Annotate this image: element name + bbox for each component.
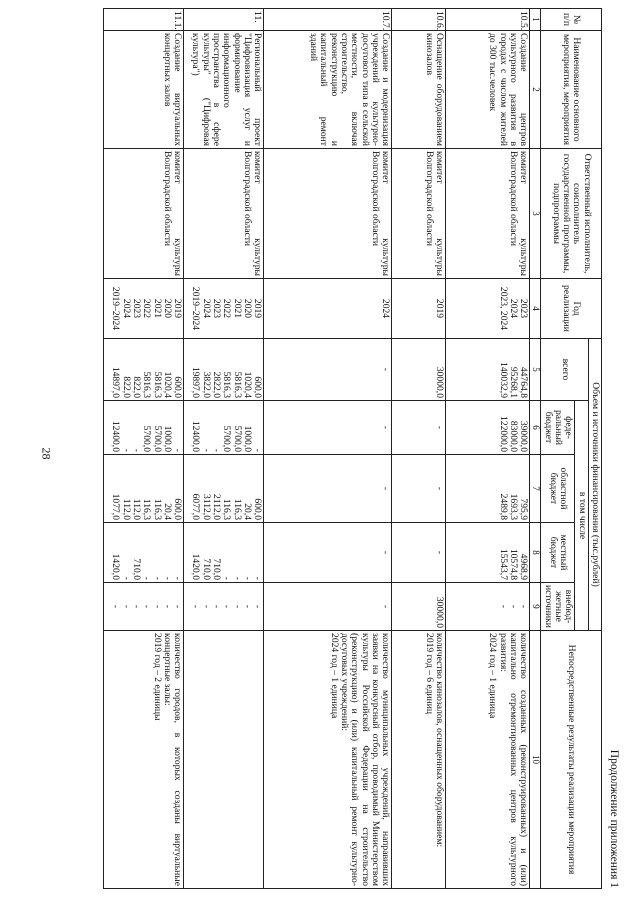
- header-no: № п/п: [541, 9, 602, 31]
- row-name: Оснащение оборудованием кинозалов: [392, 31, 446, 149]
- row-federal: - 1000,0 5700,0 5700,0 - - 12400,0: [104, 401, 184, 455]
- row-year: 2019: [392, 279, 446, 339]
- row-extra: - - - - - - -: [184, 583, 264, 631]
- row-name: Создание центров культурного развития в городах с числом жителей до 300 тыс.человек: [446, 31, 530, 149]
- row-no: 10.7.: [264, 9, 392, 31]
- row-total: 44764,8 95268,1 140032,9: [446, 339, 530, 401]
- row-result: количество кинозалов, оснащенных оборудованием: 2019 год – 6 единиц: [392, 631, 446, 889]
- row-no: 10.6.: [392, 9, 446, 31]
- row-name: Создание и модернизация учреждений культурно-досугового типа в сельской местности, включая строительство, реконструкцию и капитальный ремонт зданий: [264, 31, 392, 149]
- row-federal: 39000,0 83000,0 122000,0: [446, 401, 530, 455]
- row-executor: комитет культуры Волгоградской области: [446, 149, 530, 279]
- header-federal: феде- ральный бюджет: [541, 401, 575, 455]
- column-number: 2: [530, 31, 541, 149]
- row-federal: - 1000,0 5700,0 5700,0 - - 12400,0: [184, 401, 264, 455]
- row-name: Региональный проект "Цифровизация услуг и формирование информационного пространства в сфере культуры" ("Цифровая культура"): [184, 31, 264, 149]
- column-number: 5: [530, 339, 541, 401]
- row-regional: 600,0 20,4 116,3 116,3 2112,0 3112,0 6077,0: [184, 455, 264, 523]
- table-row: [104, 9, 184, 889]
- row-local: -: [264, 523, 392, 583]
- header-result: Непосредственные результаты реализации мероприятия: [541, 631, 602, 889]
- row-year: 2024: [264, 279, 392, 339]
- row-year: 2019 2020 2021 2022 2023 2024 2019–2024: [104, 279, 184, 339]
- row-regional: 600,0 20,4 116,3 116,3 112,0 112,0 1077,0: [104, 455, 184, 523]
- row-extra: -: [264, 583, 392, 631]
- header-year: Год реализации: [541, 279, 602, 339]
- row-local: - - - - 710,0 710,0 1420,0: [184, 523, 264, 583]
- row-year: 2019 2020 2021 2022 2023 2024 2019–2024: [184, 279, 264, 339]
- row-federal: -: [264, 401, 392, 455]
- row-total: 600,0 1020,4 5816,3 5816,3 822,0 822,0 14897,0: [104, 339, 184, 401]
- row-local: -: [392, 523, 446, 583]
- row-total: 30000,0: [392, 339, 446, 401]
- column-number: 10: [530, 631, 541, 889]
- program-table: [103, 8, 602, 889]
- row-no: 11.1.: [104, 9, 184, 31]
- column-number: 8: [530, 523, 541, 583]
- table-row: [392, 9, 446, 889]
- row-result: количество муниципальных учреждений, направивших заявки на конкурсный отбор, проводимый Министерством культуры Российской Федерации на строительство (реконструкцию) и (или) капитальный ремонт культурно-досуговых учреждений: 2024 год – 1 единица: [264, 631, 392, 889]
- row-total: -: [264, 339, 392, 401]
- row-local: 4968,9 10574,8 15543,7: [446, 523, 530, 583]
- column-number: 1: [530, 9, 541, 31]
- row-no: 10.5.: [446, 9, 530, 31]
- row-executor: комитет культуры Волгоградской области: [184, 149, 264, 279]
- row-local: - - - - 710,0 - 1420,0: [104, 523, 184, 583]
- table-row: [446, 9, 530, 889]
- column-number: 6: [530, 401, 541, 455]
- row-executor: комитет культуры Волгоградской области: [264, 149, 392, 279]
- row-extra: - - -: [446, 583, 530, 631]
- header-total: всего: [541, 339, 588, 401]
- row-regional: -: [264, 455, 392, 523]
- row-executor: комитет культуры Волгоградской области: [392, 149, 446, 279]
- column-number: 4: [530, 279, 541, 339]
- header-including: в том числе: [575, 401, 588, 631]
- continuation-note: Продолжение приложения 1: [608, 749, 620, 888]
- column-number: 7: [530, 455, 541, 523]
- row-extra: - - - - - - -: [104, 583, 184, 631]
- header-name: Наименование основного мероприятия, мероприятия: [541, 31, 602, 149]
- header-extra: внебюд- жетные источники: [541, 583, 575, 631]
- row-extra: 30000,0: [392, 583, 446, 631]
- header-regional: областной бюджет: [541, 455, 575, 523]
- row-result: количество городов, в которых созданы виртуальные концертные залы: 2019 год – 2 единицы: [104, 631, 184, 889]
- column-number: 3: [530, 149, 541, 279]
- header-executor: Ответственный исполнитель, соисполнитель государственной программы, подпрограммы: [541, 149, 602, 279]
- column-number: 9: [530, 583, 541, 631]
- row-no: 11.: [184, 9, 264, 31]
- row-name: Создание виртуальных концертных залов: [104, 31, 184, 149]
- table-row: [184, 9, 264, 889]
- rotated-sheet: [110, 0, 622, 900]
- row-regional: -: [392, 455, 446, 523]
- row-result: количество созданных (реконструированных) и (или) капитально отремонтированных центров культурного развития: 2024 год – 1 единица: [446, 631, 530, 889]
- table-row: [264, 9, 392, 889]
- column-number-row: [530, 9, 541, 889]
- row-federal: -: [392, 401, 446, 455]
- row-total: 600,0 1020,4 5816,3 5816,3 2822,0 3822,0 19897,0: [184, 339, 264, 401]
- row-executor: комитет культуры Волгоградской области: [104, 149, 184, 279]
- page-number: 28: [39, 447, 54, 460]
- header-local: местный бюджет: [541, 523, 575, 583]
- row-regional: 795,9 1693,3 2489,8: [446, 455, 530, 523]
- row-result: [184, 631, 264, 889]
- header-finance: Объем и источники финансирования (тыс.рублей): [588, 339, 601, 631]
- row-year: 2023 2024 2023, 2024: [446, 279, 530, 339]
